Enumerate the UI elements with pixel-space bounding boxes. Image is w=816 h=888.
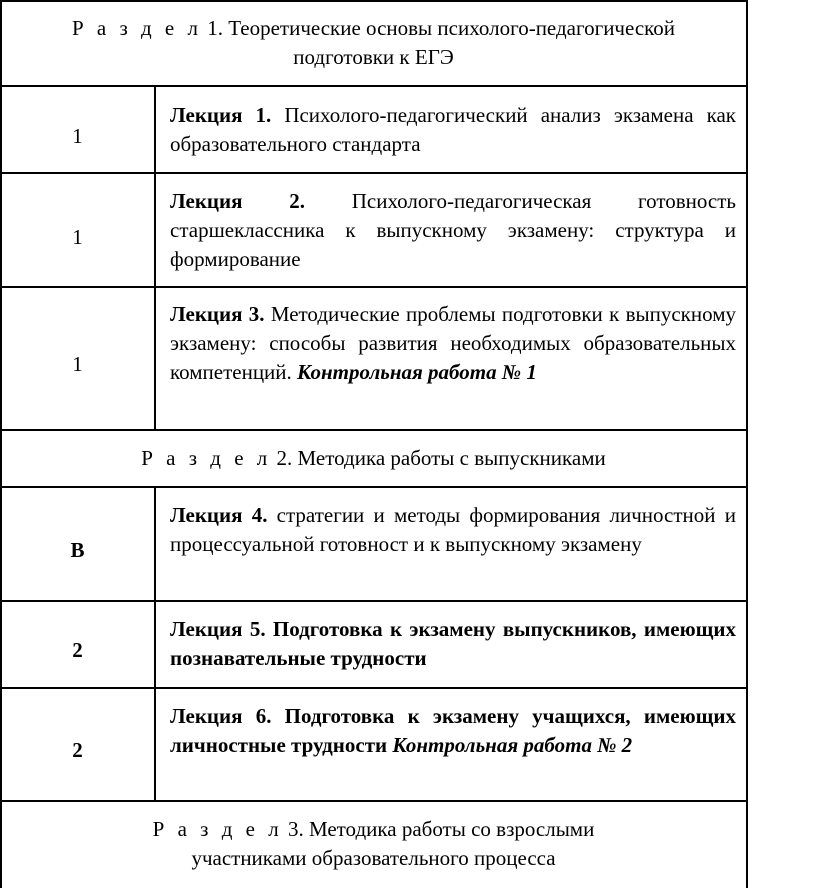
lecture-5-text xyxy=(170,615,736,673)
lecture-5-label: Лекция 5. Подготовка к экзамену выпускников, имеющих познавательные трудности xyxy=(170,617,736,670)
section-2-spaced-word: Р а з д е л xyxy=(141,446,272,470)
section-1-spaced-word: Р а з д е л xyxy=(71,16,202,40)
section-3-title-line2: участниками образовательного процесса xyxy=(191,846,556,870)
section-2-title: 2. Методика работы с выпускниками xyxy=(276,446,606,470)
lecture-2-label: Лекция 2. xyxy=(170,189,305,213)
section-3-header xyxy=(0,815,747,873)
lecture-3-control-work: Контрольная работа № 1 xyxy=(297,360,537,384)
lecture-1-label: Лекция 1. xyxy=(170,103,272,127)
lecture-3-text: Лекция 3. Методические проблемы подготовки к выпускному экзамену: способы развития необходимых образовательных компетенций. Контрольная работа № 1 xyxy=(170,302,736,384)
lecture-3-label: Лекция 3. xyxy=(170,302,265,326)
lecture-4-label: Лекция 4. xyxy=(170,503,268,527)
lecture-1-text: Лекция 1. Психолого-педагогический анализ экзамена как образовательного стандарта xyxy=(170,103,736,156)
lecture-4-text: Лекция 4. стратегии и методы формирования личностной и процессуальной готовност и к выпускному экзамену xyxy=(170,503,736,556)
lecture-1-hours: 1 xyxy=(72,124,83,148)
section-1-title: 1. Теоретические основы психолого-педагогической xyxy=(207,16,676,40)
lecture-2-hours: 1 xyxy=(72,225,83,249)
lecture-4-hours: В xyxy=(70,538,85,562)
section-2-header xyxy=(0,444,747,473)
section-1-header xyxy=(0,14,747,72)
lecture-6-hours: 2 xyxy=(72,738,83,762)
lecture-3-hours: 1 xyxy=(72,352,83,376)
lecture-6-control-work: Контрольная работа № 2 xyxy=(392,733,633,757)
section-3-spaced-word: Р а з д е л xyxy=(152,817,283,841)
lecture-6-text xyxy=(170,702,736,760)
lecture-2-text: Лекция 2. Психолого-педагогическая готовность старшеклассника к выпускному экзамену: структура и формирование xyxy=(170,189,736,271)
lecture-5-hours: 2 xyxy=(72,638,83,662)
section-1-title-line2: подготовки к ЕГЭ xyxy=(293,45,454,69)
section-3-title: 3. Методика работы со взрослыми xyxy=(287,817,595,841)
lecture-6-label: Лекция 6. Подготовка к экзамену учащихся, имеющих личностные трудности xyxy=(170,704,736,757)
